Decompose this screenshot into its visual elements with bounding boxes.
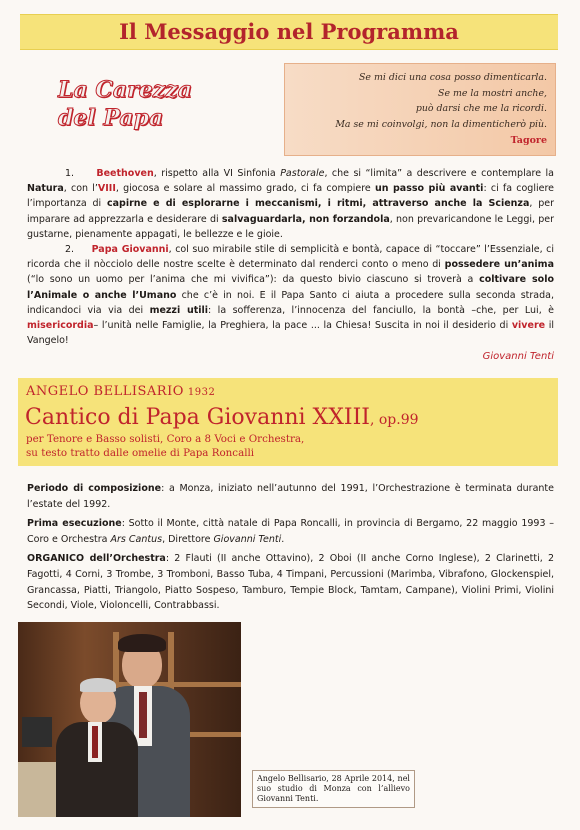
opus-number: , op.99 [369,412,419,428]
title-text: Cantico di Papa Giovanni XXIII [25,405,370,430]
quote-line: Ma se mi coinvolgi, non la dimenticherò più. [335,118,547,130]
emphasis: salvaguardarla, non forzandola [221,213,390,225]
text-run: il Vangelo! [27,320,554,347]
text-run: , giocosa e solare al massimo grado, ci fa compiere [115,183,375,195]
emphasis: Natura [27,183,64,195]
detail-text: . [281,533,285,545]
detail-text: : 2 Flauti (II anche Ottavino), 2 Oboi (II anche Corno Inglese), 2 Clarinetti, 2 Fagotti, 4 Corni, 3 Trombe, 3 Tromboni, Basso Tuba, 4 Timpani, Percussioni (Marimba, Vibrafono, Glockenspiel, Grancassa, Piatti, Triangolo, Piatto Sospeso, Tamburo, Tempie Block, Tamtam, Campane), Violini Primi, Violini Secondi, Viole, Violoncelli, Contrabbassi. [27,553,555,612]
text-run: , con l’ [63,183,98,195]
detail-period [27,481,554,512]
article-body [27,166,554,348]
detail-text: : Sotto il Monte, città natale di Papa Roncalli, in provincia di Bergamo, 22 maggio 1993 – Coro e Orchestra [27,518,554,545]
paragraph-1 [27,166,554,242]
section-heading-carezza [58,76,258,132]
detail-text: , Direttore [162,533,214,545]
quote-author: Tagore [510,135,547,147]
emphasis: possedere un’anima [444,259,554,271]
detail-organico [27,551,554,613]
subtitle-line: su testo tratto dalle omelie di Papa Roncalli [26,446,255,459]
emphasis: mezzi utili [149,304,209,316]
piece-title [25,405,419,430]
text-run: – l’unità nelle Famiglie, la Preghiera, la pace ... la Chiesa! Suscita in noi il desiderio di [93,320,512,332]
quote-line: Se me la mostri anche, [438,87,547,99]
detail-premiere [27,516,554,547]
article-signature: Giovanni Tenti [482,351,554,362]
quote-line: può darsi che me la ricordi. [415,103,547,115]
subtitle-line: per Tenore e Basso solisti, Coro a 8 Voci e Orchestra, [26,433,305,445]
text-run: , per imparare ad apprezzarla e desiderare di [27,198,554,225]
detail-text: : a Monza, iniziato nell’autunno del 1991, l’Orchestrazione è terminata durante l’estate del 1992. [27,483,554,510]
highlight-name: misericordia [27,320,94,332]
quote-box [284,63,556,156]
heading-line: La Carezza [58,77,192,103]
piece-header [18,378,558,466]
highlight-name: Papa Giovanni [91,244,169,256]
photo [18,622,241,817]
paragraph-2 [27,242,554,348]
text-run: , col suo mirabile stile di semplicità e bontà, capace di “toccare” l’Essenziale, ci ricorda che il nòcciolo delle nostre scelte è determinato dal renderci conto o meno di [27,244,554,271]
emphasis: capirne e di esplorarne i meccanismi, i ritmi, attraverso anche la Scienza [107,198,530,210]
page-title: Il Messaggio nel Programma [20,14,558,50]
piece-details [27,481,554,614]
piece-subtitle [26,433,304,460]
text-run: , rispetto alla VI Sinfonia [153,168,281,179]
detail-label: Prima esecuzione [27,518,122,530]
text-run: che c’è in noi. E il Papa Santo ci aiuta a procedere sulla seconda strada, indicandoci via via dei [27,289,554,316]
paragraph-number: 1. [65,168,75,179]
highlight-name: Beethoven [96,168,154,179]
composer-name [26,384,215,399]
director-name: Giovanni Tenti [213,533,282,545]
highlight-name: VIII [97,183,116,195]
detail-label: ORGANICO dell’Orchestra [27,553,166,565]
composer: ANGELO BELLISARIO [26,384,184,399]
text-run: , non prevaricandone le Leggi, per gustarne, pienamente appagati, le bellezze e le gioie. [27,213,555,240]
ensemble-name: Ars Cantus [110,533,163,545]
highlight-name: vivere [511,320,546,332]
text-run: : ci fa cogliere l’importanza di [27,183,555,210]
composer-year: 1932 [187,387,216,398]
text-run: , che si “limita” a descrivere e contemplare la [324,168,554,179]
paragraph-number: 2. [65,244,75,256]
emphasis: un passo più avanti [374,183,484,195]
work-title: Pastorale [280,168,325,179]
heading-line: del Papa [58,105,164,131]
text-run: (“lo sono un uomo per l’anima che mi vivifica”): da questo bivio ciascuno si troverà a [27,274,480,286]
photo-caption: Angelo Bellisario, 28 Aprile 2014, nel suo studio di Monza con l’allievo Giovanni Tenti. [252,770,415,808]
text-run: : la sofferenza, l’innocenza del fanciullo, la bontà –che, per Lui, è [208,304,554,316]
detail-label: Periodo di composizione [27,483,162,494]
emphasis: coltivare solo l’Animale o anche l’Umano [27,274,554,301]
quote-line: Se mi dici una cosa posso dimenticarla. [359,72,547,83]
